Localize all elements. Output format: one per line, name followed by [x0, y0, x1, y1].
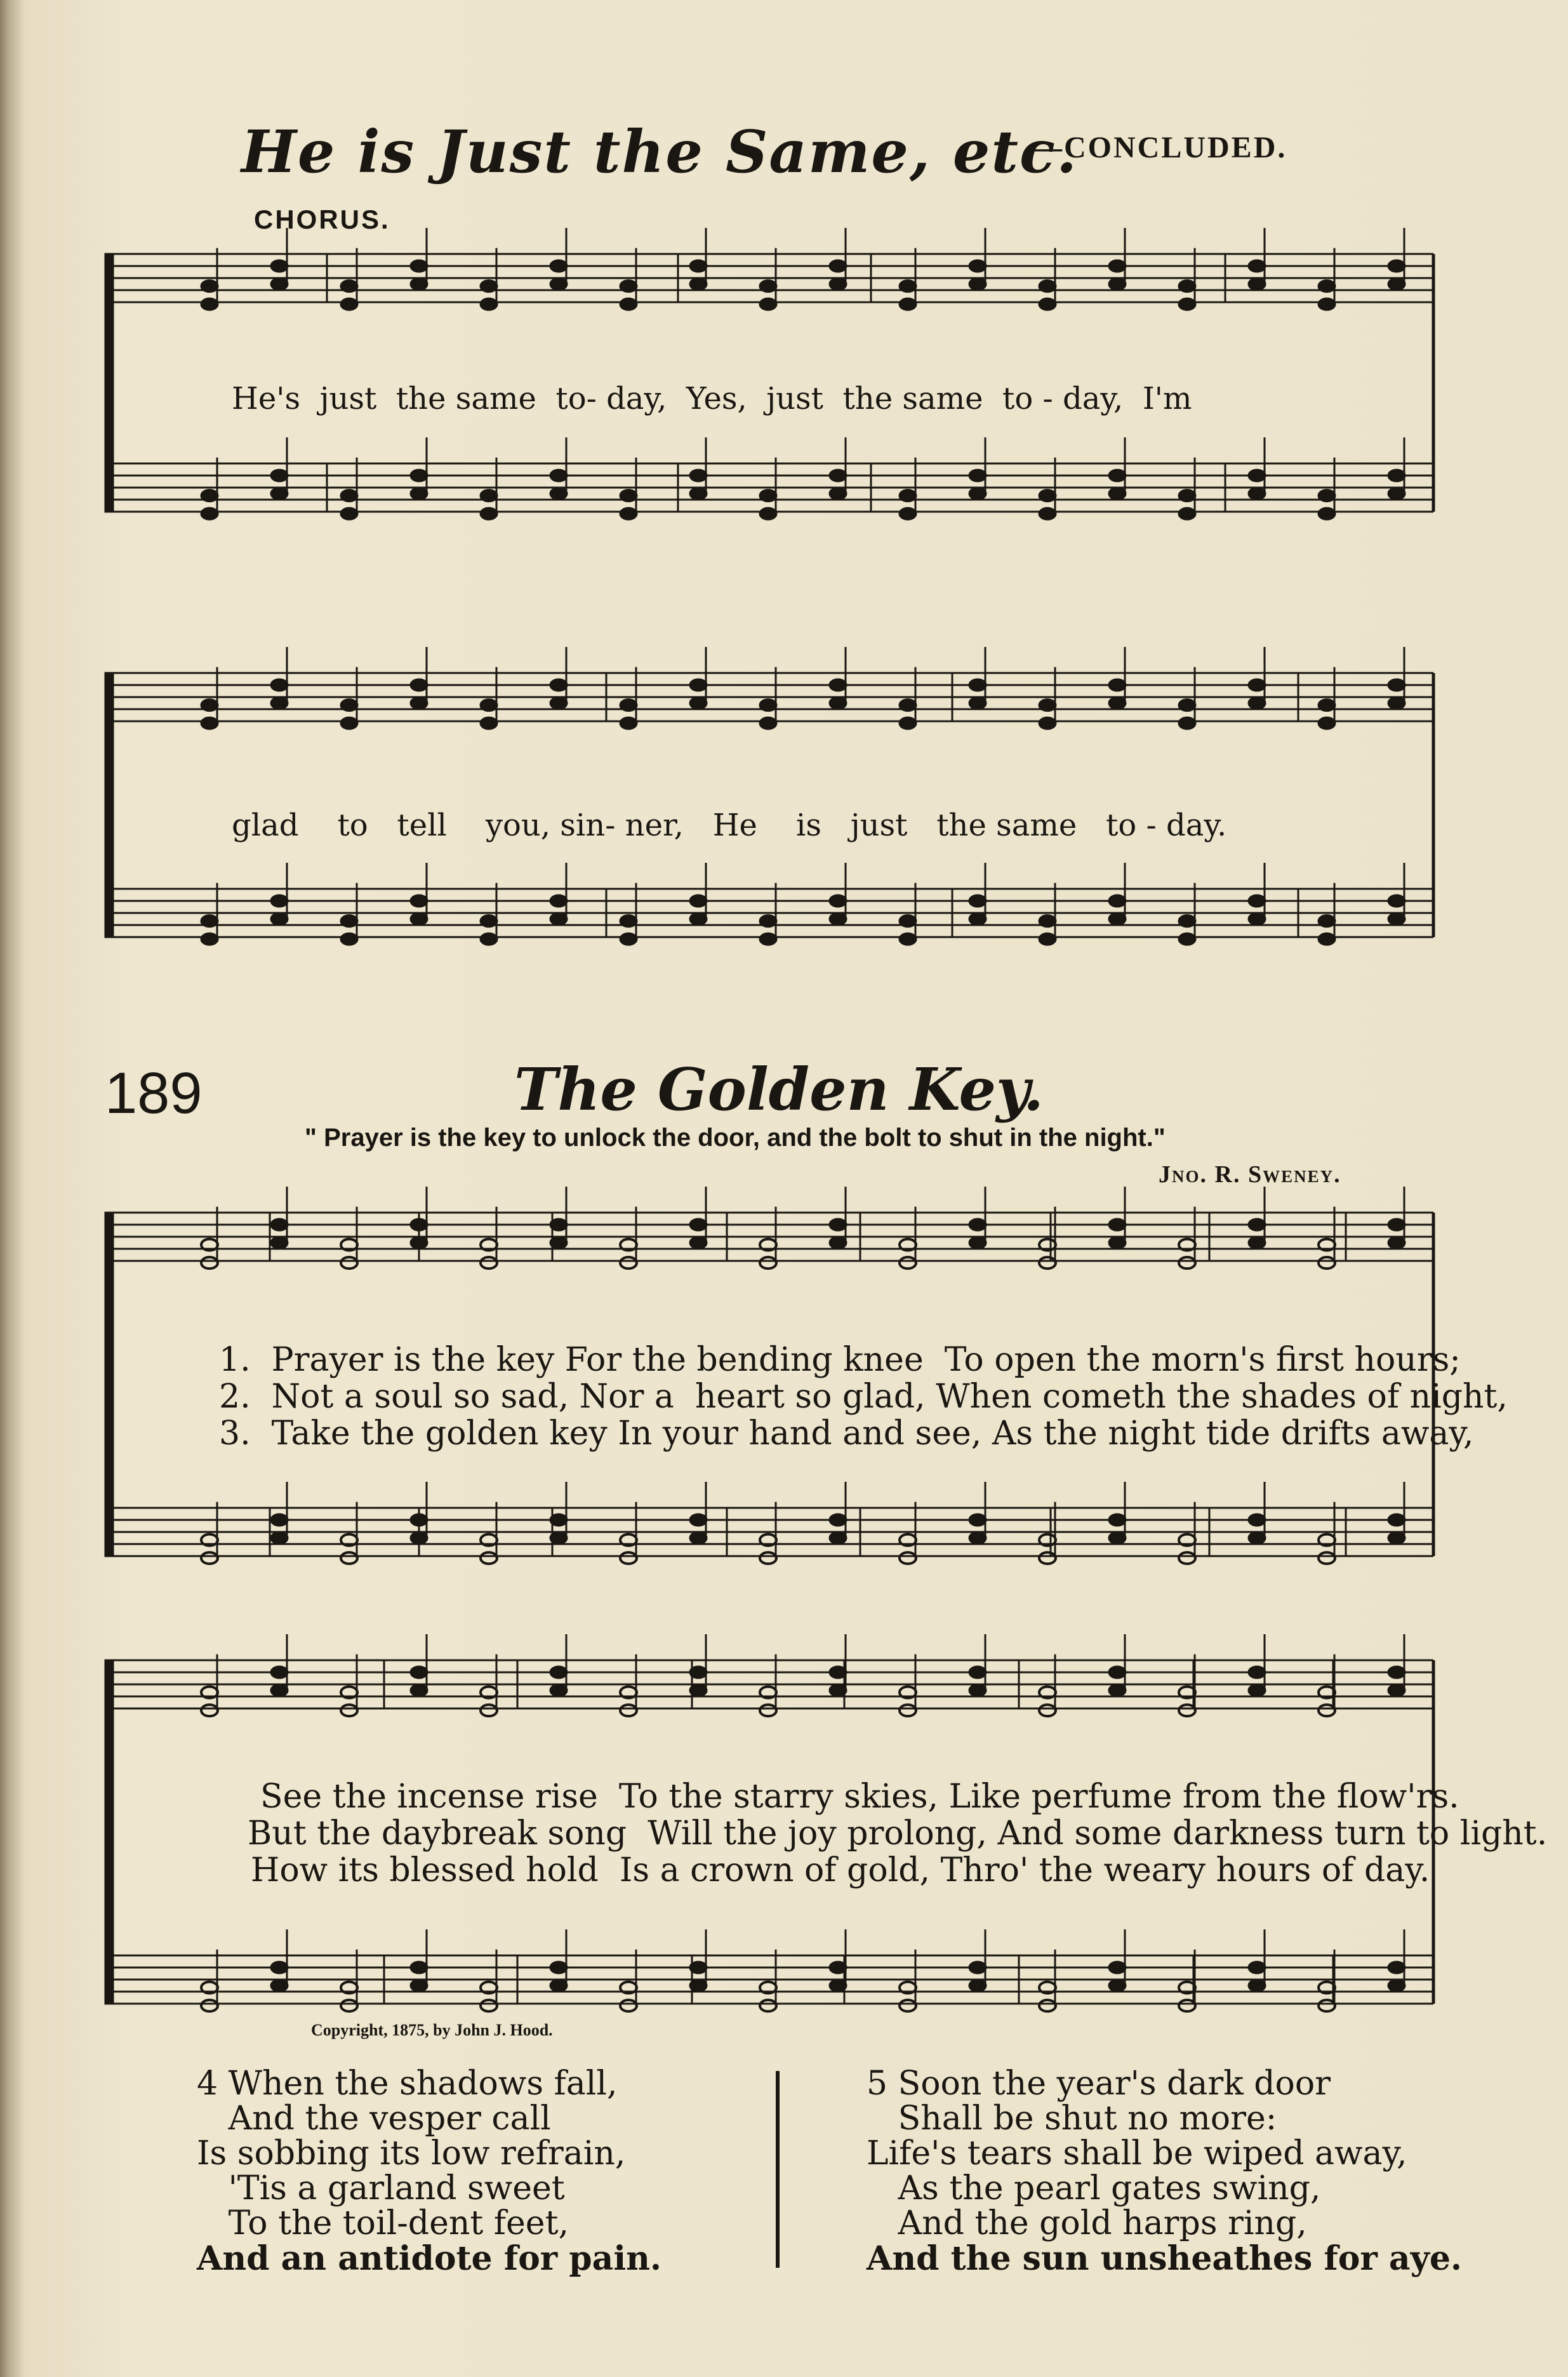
verse-line: 3. Take the golden key In your hand and see, As the night tide drifts away,	[219, 1415, 1474, 1453]
stanza-line: Is sobbing its low refrain,	[197, 2134, 626, 2173]
stanza-line: And the vesper call	[197, 2100, 551, 2138]
stanza-5	[867, 2067, 1462, 2276]
copyright-notice: Copyright, 1875, by John J. Hood.	[311, 2021, 553, 2039]
stanza-4	[197, 2067, 661, 2276]
song-title-top: He is Just the Same, etc.	[241, 117, 1079, 186]
hymn-epigraph: " Prayer is the key to unlock the door, and the bolt to shut in the night."	[305, 1124, 1166, 1152]
verse-line: But the daybreak song Will the joy prolong, And some darkness turn to light.	[248, 1814, 1548, 1853]
stanza-line: And the gold harps ring,	[867, 2204, 1307, 2242]
column-divider	[776, 2071, 780, 2268]
stanza-line: And the sun unsheathes for aye.	[867, 2239, 1463, 2278]
lyrics-line-1: He's just the same to- day, Yes, just the same to - day, I'm	[232, 381, 1192, 416]
verse-line: 1. Prayer is the key For the bending knee To open the morn's first hours;	[219, 1341, 1461, 1379]
stanza-line: And an antidote for pain.	[197, 2239, 662, 2278]
verse-line: How its blessed hold Is a crown of gold, Thro' the weary hours of day.	[251, 1851, 1430, 1889]
stanza-line: To the toil-dent feet,	[197, 2204, 569, 2242]
concluded-label: —CONCLUDED.	[1032, 131, 1287, 164]
stanza-line: Shall be shut no more:	[867, 2100, 1277, 2138]
lyrics-line-2: glad to tell you, sin- ner, He is just the same to - day.	[232, 808, 1227, 843]
stanza-line: Life's tears shall be wiped away,	[867, 2134, 1407, 2173]
hymn-number: 189	[105, 1061, 203, 1126]
hymn-author: Jno. R. Sweney.	[1159, 1161, 1341, 1188]
stanza-line: 'Tis a garland sweet	[197, 2169, 565, 2207]
stanza-line: 5 Soon the year's dark door	[867, 2065, 1331, 2103]
stanza-line: As the pearl gates swing,	[867, 2169, 1321, 2207]
chorus-label: CHORUS.	[254, 204, 390, 234]
hymn-title: The Golden Key.	[514, 1055, 1044, 1124]
stanza-line: 4 When the shadows fall,	[197, 2065, 618, 2103]
verse-line: See the incense rise To the starry skies, Like perfume from the flow'rs.	[260, 1778, 1459, 1816]
verse-line: 2. Not a soul so sad, Nor a heart so glad, When cometh the shades of night,	[219, 1378, 1508, 1416]
